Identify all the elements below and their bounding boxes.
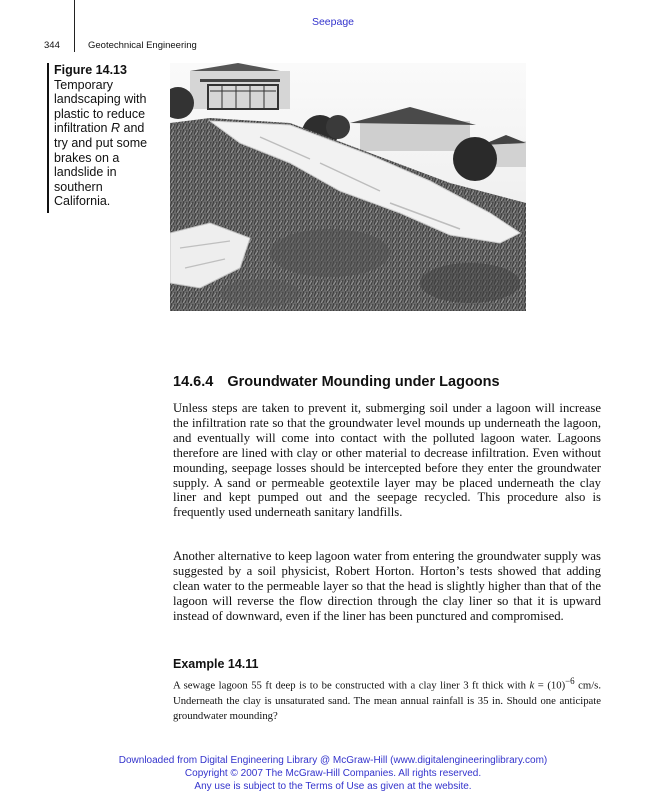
body-paragraph: Another alternative to keep lagoon water from entering the groundwater supply was suggested by a soil physicist, Robert Horton. Horton’s tests showed that adding clean water to the permeable layer so that the head is slightly higher than that of the lagoon will reverse the flow direction through the clay liner so that it is upward instead of downward, even if the liner has been punctured and compromised. — [173, 549, 601, 623]
footer-download-link[interactable]: Downloaded from Digital Engineering Library @ McGraw-Hill (www.digitalengineeringlibrary.com) — [118, 755, 548, 766]
example-text-2: = (10) — [534, 679, 566, 692]
figure-label: Figure 14.13 — [54, 63, 127, 77]
book-title: Geotechnical Engineering — [88, 40, 197, 51]
section-heading — [173, 374, 500, 390]
landslide-photo — [170, 63, 526, 311]
example-text-3: cm/s. Underneath the clay is unsaturated sand. The mean annual rainfall is 35 in. Should one anticipate groundwater mounding? — [173, 679, 601, 722]
caption-variable: R — [110, 121, 121, 136]
footer-copyright: Copyright © 2007 The McGraw-Hill Companies. All rights reserved. — [184, 768, 482, 779]
footer-terms: Any use is subject to the Terms of Use as given at the website. — [194, 781, 472, 792]
section-number: 14.6.4 — [173, 374, 214, 390]
example-text-1: A sewage lagoon 55 ft deep is to be constructed with a clay liner 3 ft thick with — [173, 679, 530, 692]
section-title: Groundwater Mounding under Lagoons — [227, 374, 500, 390]
running-head: Seepage — [311, 16, 355, 28]
example-exponent: −6 — [565, 676, 575, 686]
figure-caption — [47, 63, 155, 213]
example-k-variable: k — [529, 679, 535, 692]
caption-text-after: and try and put some brakes on a landslide in southern California. — [54, 121, 148, 209]
header-rule — [74, 0, 75, 52]
example-title: Example 14.11 — [173, 657, 259, 671]
caption-text-before: Temporary landscaping with plastic to reduce infiltration — [54, 77, 147, 136]
page-number: 344 — [44, 40, 60, 51]
example-text — [173, 674, 601, 724]
body-paragraph: Unless steps are taken to prevent it, submerging soil under a lagoon will increase the infiltration rate so that the groundwater level mounds up underneath the lagoon, and eventually will come into contact with the polluted lagoon water. Lagoons therefore are lined with clay or other material to decrease infiltration. Even without mounding, seepage losses should be intercepted before they enter the groundwater supply. A sand or permeable geotextile layer may be placed underneath the clay liner and kept pumped out and the seepage recycled. This procedure also is frequently used underneath sanitary landfills. — [173, 401, 601, 520]
